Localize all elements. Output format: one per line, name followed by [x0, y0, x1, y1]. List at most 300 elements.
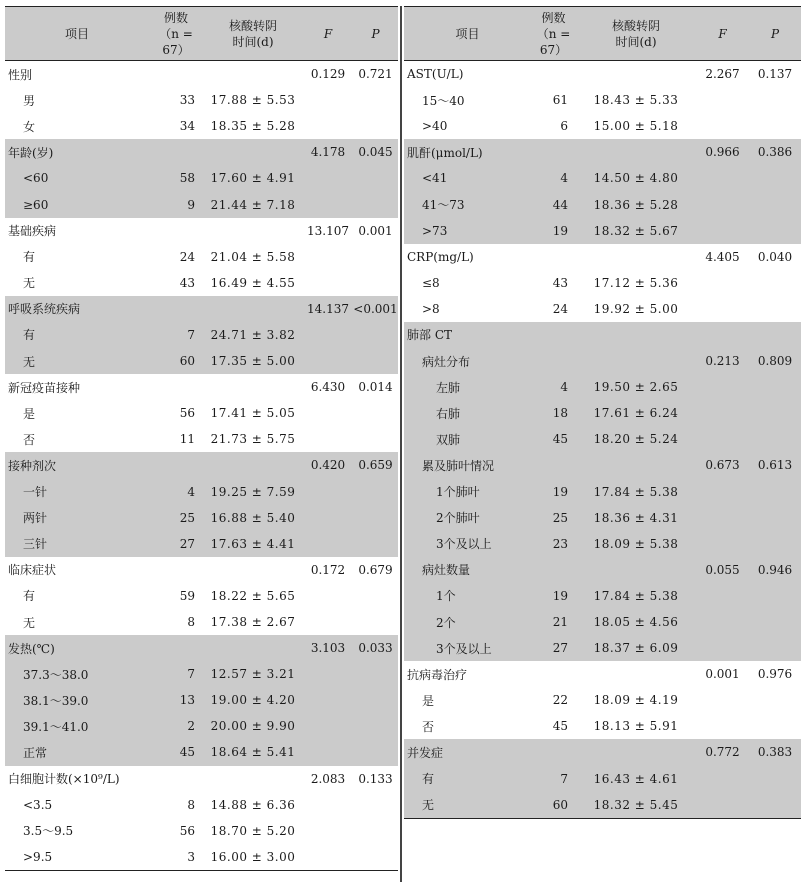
p-value	[749, 400, 801, 426]
f-value	[696, 426, 749, 452]
p-value	[749, 479, 801, 505]
p-value	[353, 583, 398, 609]
f-value	[696, 635, 749, 661]
conversion-time: 18.32 ± 5.45	[576, 792, 696, 819]
conversion-time: 19.25 ± 7.59	[203, 479, 303, 505]
conversion-time: 17.35 ± 5.00	[203, 348, 303, 374]
row-label: 1个	[404, 583, 531, 609]
table-row	[404, 400, 801, 426]
f-value	[303, 531, 353, 557]
p-value: 0.809	[749, 348, 801, 374]
header-time: 核酸转阴 时间(d)	[203, 7, 303, 61]
p-value	[749, 322, 801, 348]
f-value: 2.267	[705, 67, 740, 82]
case-count: 7	[149, 661, 203, 687]
p-value	[353, 244, 398, 270]
p-value	[353, 270, 398, 296]
row-label: >9.5	[5, 844, 149, 871]
table-row	[404, 87, 801, 113]
row-label: 年龄(岁)	[5, 139, 149, 165]
case-count: 18	[531, 400, 576, 426]
left-table-body	[5, 61, 398, 871]
table-row	[5, 739, 398, 765]
conversion-time	[576, 452, 696, 478]
conversion-time	[203, 139, 303, 165]
f-value	[696, 687, 749, 713]
conversion-time	[203, 766, 303, 792]
f-value	[303, 844, 353, 871]
table-row	[404, 139, 801, 165]
table-row	[5, 400, 398, 426]
table-row	[404, 505, 801, 531]
p-value	[353, 661, 398, 687]
case-count	[149, 766, 203, 792]
table-row	[404, 452, 801, 478]
p-value	[353, 322, 398, 348]
p-value	[749, 113, 801, 139]
p-value	[749, 296, 801, 322]
case-count: 27	[531, 635, 576, 661]
p-value	[749, 583, 801, 609]
table-row	[404, 531, 801, 557]
left-data-table	[5, 6, 398, 871]
header-f: F	[303, 7, 353, 61]
p-value: 0.033	[353, 635, 398, 661]
conversion-time: 17.12 ± 5.36	[593, 275, 679, 290]
p-value	[353, 792, 398, 818]
table-row	[5, 270, 398, 296]
p-value	[353, 191, 398, 217]
f-value	[696, 505, 749, 531]
row-label: 3个及以上	[404, 635, 531, 661]
f-value	[696, 270, 749, 296]
f-value	[696, 165, 749, 191]
f-value	[696, 583, 749, 609]
p-value	[353, 87, 398, 113]
row-label: 是	[23, 406, 36, 421]
conversion-time: 18.22 ± 5.65	[210, 588, 296, 603]
row-label: 无	[23, 615, 36, 630]
p-value	[749, 713, 801, 739]
f-value	[303, 687, 353, 713]
case-count: 60	[149, 348, 203, 374]
f-value	[303, 818, 353, 844]
table-row	[404, 296, 801, 322]
case-count: 25	[149, 505, 203, 531]
row-label: 3个及以上	[404, 531, 531, 557]
f-value	[303, 191, 353, 217]
p-value: 0.386	[749, 139, 801, 165]
row-label: 性别	[8, 67, 33, 82]
row-label: 1个肺叶	[404, 479, 531, 505]
p-value	[749, 426, 801, 452]
table-row	[5, 322, 398, 348]
table-row	[5, 191, 398, 217]
p-value	[353, 165, 398, 191]
f-value	[696, 531, 749, 557]
table-row	[404, 739, 801, 765]
table-row	[5, 348, 398, 374]
p-value: 0.721	[358, 67, 393, 82]
case-count	[149, 557, 203, 583]
f-value	[696, 713, 749, 739]
f-value: 4.178	[303, 139, 353, 165]
f-value	[696, 322, 749, 348]
case-count: 13	[149, 687, 203, 713]
row-label: 一针	[5, 479, 149, 505]
conversion-time: 18.09 ± 4.19	[593, 693, 679, 708]
p-value	[353, 687, 398, 713]
table-row	[404, 191, 801, 217]
header-time: 核酸转阴 时间(d)	[576, 7, 696, 61]
conversion-time: 19.00 ± 4.20	[203, 687, 303, 713]
case-count: 19	[531, 479, 576, 505]
conversion-time: 16.88 ± 5.40	[203, 505, 303, 531]
left-table-panel	[5, 6, 398, 871]
header-cases: 例数 （n = 67）	[531, 7, 576, 61]
conversion-time	[576, 557, 696, 583]
row-label: 肌酐(μmol/L)	[404, 139, 531, 165]
table-row	[404, 270, 801, 296]
p-value	[353, 348, 398, 374]
case-count: 4	[149, 479, 203, 505]
f-value	[696, 218, 749, 244]
conversion-time: 17.61 ± 6.24	[576, 400, 696, 426]
case-count: 45	[149, 739, 203, 765]
case-count	[149, 452, 203, 478]
case-count: 7	[149, 322, 203, 348]
f-value	[696, 479, 749, 505]
table-row	[5, 218, 398, 244]
conversion-time: 20.00 ± 9.90	[203, 713, 303, 739]
p-value	[353, 426, 398, 452]
conversion-time: 24.71 ± 3.82	[203, 322, 303, 348]
table-row	[5, 531, 398, 557]
row-label: >8	[422, 301, 440, 316]
table-row	[404, 426, 801, 452]
case-count: 61	[552, 93, 568, 108]
row-label: 3.5～9.5	[23, 824, 74, 839]
f-value: 2.083	[310, 771, 346, 786]
conversion-time: 16.43 ± 4.61	[576, 766, 696, 792]
table-row	[404, 218, 801, 244]
conversion-time: 18.09 ± 5.38	[576, 531, 696, 557]
f-value	[303, 165, 353, 191]
header-cases: 例数 （n = 67）	[149, 7, 203, 61]
table-row	[5, 296, 398, 322]
conversion-time: 17.63 ± 4.41	[203, 531, 303, 557]
table-row	[5, 426, 398, 452]
table-row	[5, 139, 398, 165]
case-count	[149, 61, 203, 88]
p-value	[749, 165, 801, 191]
conversion-time: 18.43 ± 5.33	[593, 93, 679, 108]
case-count	[531, 661, 576, 687]
row-label: 无	[404, 792, 531, 819]
case-count: 4	[531, 165, 576, 191]
row-label: 右肺	[404, 400, 531, 426]
case-count	[531, 139, 576, 165]
f-value	[303, 113, 353, 139]
p-value	[353, 531, 398, 557]
conversion-time	[576, 244, 696, 270]
p-value	[353, 113, 398, 139]
row-label: 累及肺叶情况	[404, 452, 531, 478]
p-value: 0.001	[358, 223, 393, 238]
case-count	[531, 452, 576, 478]
conversion-time: 18.35 ± 5.28	[210, 119, 296, 134]
p-value: 0.137	[757, 67, 793, 82]
case-count: 45	[531, 426, 576, 452]
row-label: 无	[5, 348, 149, 374]
p-value: 0.946	[749, 557, 801, 583]
table-row	[5, 635, 398, 661]
case-count: 24	[552, 301, 568, 316]
p-value	[749, 792, 801, 819]
conversion-time: 19.92 ± 5.00	[593, 301, 679, 316]
row-label: 病灶数量	[404, 557, 531, 583]
row-label: 有	[404, 766, 531, 792]
row-label: 肺部 CT	[404, 322, 531, 348]
conversion-time	[203, 218, 303, 244]
table-row	[404, 766, 801, 792]
row-label: <3.5	[23, 797, 53, 812]
case-count: 44	[531, 191, 576, 217]
header-item: 项目	[5, 7, 149, 61]
row-label: 39.1～41.0	[5, 713, 149, 739]
right-header-row	[404, 7, 801, 61]
table-row	[404, 609, 801, 635]
case-count: 22	[552, 693, 568, 708]
f-value	[696, 113, 749, 139]
row-label: 呼吸系统疾病	[5, 296, 149, 322]
case-count: 8	[187, 797, 195, 812]
case-count: 11	[179, 432, 195, 447]
right-table-panel	[404, 6, 801, 819]
row-label: <60	[5, 165, 149, 191]
table-row	[404, 165, 801, 191]
row-label: 无	[23, 276, 36, 291]
table-row	[5, 792, 398, 818]
row-label: 2个肺叶	[404, 505, 531, 531]
row-label: 女	[23, 119, 36, 134]
conversion-time	[576, 348, 696, 374]
f-value: 0.129	[310, 67, 346, 82]
case-count	[149, 218, 203, 244]
conversion-time	[576, 661, 696, 687]
table-row	[404, 479, 801, 505]
p-value	[749, 87, 801, 113]
case-count	[531, 739, 576, 765]
table-row	[404, 583, 801, 609]
conversion-time	[203, 452, 303, 478]
p-value	[353, 479, 398, 505]
row-label: ≥60	[5, 191, 149, 217]
case-count: 24	[179, 249, 195, 264]
f-value: 0.966	[696, 139, 749, 165]
row-label: 双肺	[404, 426, 531, 452]
f-value	[303, 739, 353, 765]
conversion-time: 21.04 ± 5.58	[210, 249, 296, 264]
row-label: >40	[422, 119, 448, 134]
row-label: 15～40	[422, 93, 465, 108]
f-value: 0.172	[310, 562, 346, 577]
case-count: 6	[560, 119, 568, 134]
row-label: >73	[404, 218, 531, 244]
f-value: 3.103	[303, 635, 353, 661]
p-value	[749, 218, 801, 244]
table-row	[5, 687, 398, 713]
conversion-time: 18.05 ± 4.56	[576, 609, 696, 635]
row-label: 左肺	[404, 374, 531, 400]
table-row	[404, 687, 801, 713]
header-p: P	[353, 7, 398, 61]
row-label: 否	[23, 432, 36, 447]
p-value	[749, 609, 801, 635]
right-table-body	[404, 61, 801, 819]
p-value	[749, 505, 801, 531]
f-value	[303, 609, 353, 635]
case-count: 60	[531, 792, 576, 819]
table-row	[5, 113, 398, 139]
table-row	[404, 635, 801, 661]
conversion-time: 12.57 ± 3.21	[203, 661, 303, 687]
table-row	[404, 348, 801, 374]
case-count: 45	[552, 719, 568, 734]
conversion-time	[203, 296, 303, 322]
f-value	[303, 87, 353, 113]
row-label: 41～73	[404, 191, 531, 217]
f-value: 14.137	[303, 296, 353, 322]
f-value	[303, 792, 353, 818]
f-value	[303, 505, 353, 531]
conversion-time	[576, 322, 696, 348]
row-label: 三针	[5, 531, 149, 557]
conversion-time: 17.84 ± 5.38	[576, 479, 696, 505]
case-count	[531, 322, 576, 348]
table-row	[5, 557, 398, 583]
case-count: 19	[531, 583, 576, 609]
table-row	[404, 113, 801, 139]
row-label: CRP(mg/L)	[407, 249, 474, 264]
case-count	[531, 557, 576, 583]
f-value: 6.430	[310, 380, 346, 395]
conversion-time	[576, 61, 696, 88]
row-label: 37.3～38.0	[5, 661, 149, 687]
f-value: 0.673	[696, 452, 749, 478]
row-label: 男	[23, 93, 36, 108]
conversion-time	[203, 635, 303, 661]
conversion-time: 18.36 ± 5.28	[576, 191, 696, 217]
conversion-time: 18.20 ± 5.24	[576, 426, 696, 452]
case-count	[149, 296, 203, 322]
p-value: <0.001	[353, 296, 398, 322]
conversion-time: 17.41 ± 5.05	[210, 406, 296, 421]
f-value	[696, 792, 749, 819]
case-count: 8	[187, 615, 195, 630]
table-row	[404, 244, 801, 270]
case-count: 23	[531, 531, 576, 557]
p-value: 0.659	[353, 452, 398, 478]
row-label: 接种剂次	[5, 452, 149, 478]
table-row	[404, 792, 801, 819]
p-value: 0.045	[353, 139, 398, 165]
p-value	[749, 270, 801, 296]
conversion-time: 17.84 ± 5.38	[576, 583, 696, 609]
header-p: P	[749, 7, 801, 61]
f-value	[303, 348, 353, 374]
f-value	[303, 583, 353, 609]
p-value	[749, 191, 801, 217]
row-label: 正常	[5, 739, 149, 765]
f-value: 0.213	[696, 348, 749, 374]
table-row	[5, 844, 398, 871]
f-value	[303, 270, 353, 296]
conversion-time: 14.50 ± 4.80	[576, 165, 696, 191]
conversion-time: 18.37 ± 6.09	[576, 635, 696, 661]
table-row	[404, 713, 801, 739]
table-row	[5, 87, 398, 113]
p-value	[749, 766, 801, 792]
conversion-time: 16.49 ± 4.55	[210, 275, 296, 290]
case-count: 58	[149, 165, 203, 191]
table-row	[404, 557, 801, 583]
p-value: 0.040	[757, 249, 793, 264]
case-count	[531, 244, 576, 270]
conversion-time: 18.36 ± 4.31	[576, 505, 696, 531]
table-row	[5, 165, 398, 191]
conversion-time: 14.88 ± 6.36	[210, 797, 296, 812]
column-divider	[400, 6, 402, 882]
p-value: 0.613	[749, 452, 801, 478]
row-label: 两针	[5, 505, 149, 531]
table-row	[5, 479, 398, 505]
row-label: 有	[5, 322, 149, 348]
p-value: 0.976	[757, 667, 793, 682]
conversion-time	[203, 374, 303, 400]
table-row	[5, 505, 398, 531]
row-label: 是	[422, 693, 435, 708]
conversion-time: 18.32 ± 5.67	[576, 218, 696, 244]
conversion-time: 18.70 ± 5.20	[210, 823, 296, 838]
table-row	[404, 61, 801, 88]
p-value	[749, 635, 801, 661]
case-count: 33	[179, 93, 195, 108]
f-value	[303, 426, 353, 452]
row-label: 否	[422, 719, 435, 734]
table-row	[5, 661, 398, 687]
case-count: 21	[531, 609, 576, 635]
row-label: 有	[23, 250, 36, 265]
f-value	[696, 87, 749, 113]
table-row	[5, 452, 398, 478]
conversion-time: 19.50 ± 2.65	[576, 374, 696, 400]
f-value	[696, 374, 749, 400]
case-count: 9	[149, 191, 203, 217]
case-count: 25	[531, 505, 576, 531]
conversion-time: 17.60 ± 4.91	[203, 165, 303, 191]
f-value	[303, 713, 353, 739]
p-value	[353, 713, 398, 739]
conversion-time: 18.13 ± 5.91	[593, 719, 679, 734]
case-count: 4	[531, 374, 576, 400]
p-value	[353, 400, 398, 426]
f-value: 13.107	[307, 223, 349, 238]
p-value	[353, 844, 398, 871]
conversion-time: 15.00 ± 5.18	[593, 119, 679, 134]
p-value	[353, 609, 398, 635]
p-value: 0.679	[358, 562, 393, 577]
